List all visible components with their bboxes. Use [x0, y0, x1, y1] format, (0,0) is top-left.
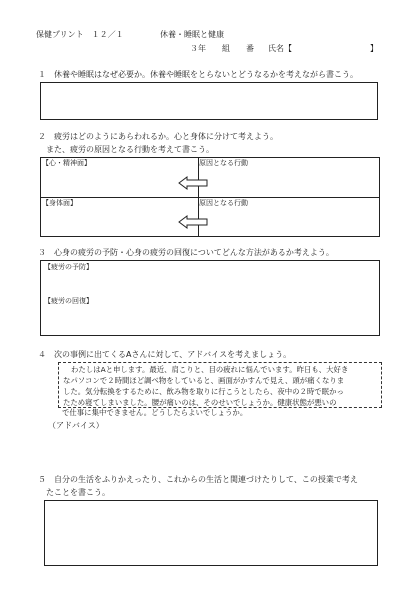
print-title: 保健プリント １２／１	[36, 30, 124, 39]
case-study-box	[58, 362, 382, 408]
left-arrow-icon	[178, 215, 208, 229]
mind-answer-area[interactable]	[42, 170, 192, 196]
q4-text: ４ 次の事例に出てくるAさんに対して、アドバイスを考えましょう。	[38, 350, 292, 359]
left-arrow-icon	[178, 176, 208, 190]
prevention-label: 【疲労の予防】	[44, 263, 93, 271]
case-line: たため寝てしまいました。腰が痛いのは、そのせいでしょうか。健康状態が悪いの	[63, 398, 337, 407]
cause-label-body: 原因となる行動	[199, 199, 248, 207]
advice-label: （アドバイス）	[48, 421, 104, 430]
mind-cause-answer-area[interactable]	[199, 170, 377, 196]
q5-answer-box[interactable]	[44, 500, 378, 566]
q3-text: ３ 心身の疲労の予防・心身の疲労の回復についてどんな方法があるか考えよう。	[38, 248, 334, 257]
name-label: 氏名【	[268, 44, 292, 53]
body-cause-answer-area[interactable]	[199, 210, 377, 236]
q1-text: １ 休養や睡眠はなぜ必要か。休養や睡眠をとらないとどうなるかを考えながら書こう。	[38, 70, 358, 79]
case-line: わたしはAと申します。最近、肩こりと、目の疲れに悩んでいます。昨日も、大好き	[71, 365, 349, 374]
q2-line1: ２ 疲労はどのようにあらわれるか。心と身体に分けて考えよう。	[38, 132, 278, 141]
recovery-label: 【疲労の回復】	[44, 297, 93, 305]
body-label: 【身体面】	[42, 199, 77, 207]
q2-line2: また、疲労の原因となる行動を考えて書こう。	[46, 145, 214, 154]
case-line: で仕事に集中できません。どうしたらよいでしょうか。	[62, 408, 248, 417]
q2-divider-horizontal	[41, 197, 379, 198]
class-info: ３年 組 番	[190, 44, 254, 53]
name-close-bracket: 】	[370, 44, 378, 53]
q1-answer-box[interactable]	[40, 82, 378, 120]
q5-line1: ５ 自分の生活をふりかえったり、これからの生活と関連づけたりして、この授業で考え	[38, 475, 358, 484]
case-line: なパソコンで２時間ほど調べ物をしていると、画面がかすんで見え、頭が痛くなりま	[63, 376, 345, 385]
cause-label-mind: 原因となる行動	[199, 159, 248, 167]
topic-title: 休養・睡眠と健康	[160, 30, 224, 39]
mind-label: 【心・精神面】	[42, 159, 91, 167]
advice-answer-area[interactable]	[48, 432, 378, 470]
case-line: した。気分転換をするために、飲み物を取りに行こうとしたら、夜中の２時で眠かっ	[63, 387, 344, 396]
body-answer-area[interactable]	[42, 210, 192, 236]
q5-line2: たことを書こう。	[46, 488, 110, 497]
